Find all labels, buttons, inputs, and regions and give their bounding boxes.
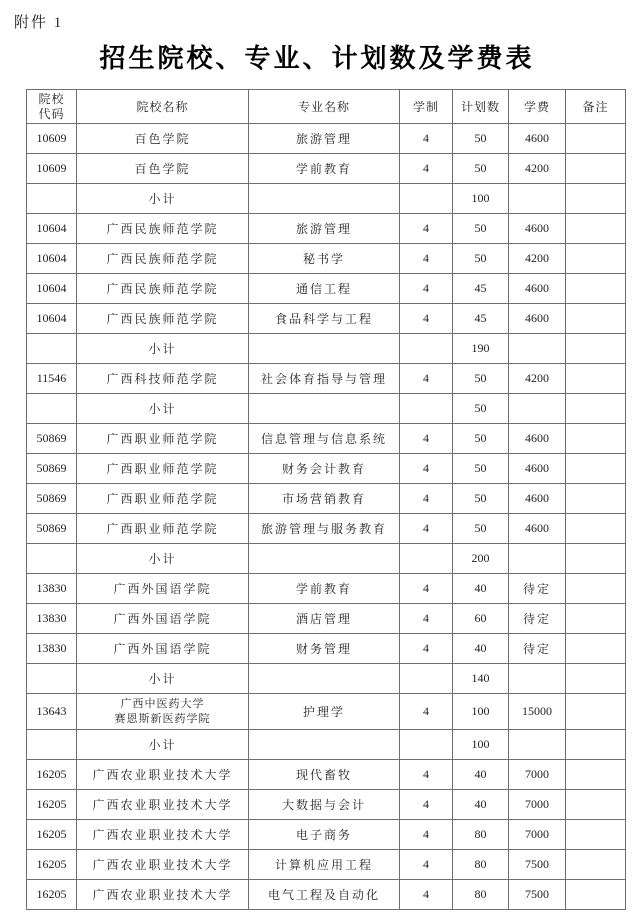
cell-note	[566, 184, 626, 214]
cell-fee: 15000	[509, 694, 566, 730]
column-header-plan: 计划数	[453, 90, 509, 124]
cell-major: 计算机应用工程	[249, 850, 400, 880]
cell-code: 13830	[27, 634, 77, 664]
cell-plan: 80	[453, 850, 509, 880]
table-row	[27, 760, 626, 790]
cell-fee: 4600	[509, 454, 566, 484]
cell-major	[249, 334, 400, 364]
cell-school: 百色学院	[77, 124, 249, 154]
cell-major: 电气工程及自动化	[249, 880, 400, 910]
subtotal-row	[27, 184, 626, 214]
cell-plan: 100	[453, 694, 509, 730]
cell-fee: 4200	[509, 244, 566, 274]
cell-code: 50869	[27, 484, 77, 514]
attachment-label: 附件 1	[14, 15, 64, 31]
column-header-school: 院校名称	[77, 90, 249, 124]
cell-fee: 7000	[509, 760, 566, 790]
cell-major: 信息管理与信息系统	[249, 424, 400, 454]
cell-school: 广西外国语学院	[77, 634, 249, 664]
subtotal-row	[27, 730, 626, 760]
cell-code: 10609	[27, 154, 77, 184]
table-row	[27, 880, 626, 910]
cell-school: 广西中医药大学 赛恩斯新医药学院	[77, 694, 249, 730]
cell-code: 16205	[27, 850, 77, 880]
cell-fee	[509, 730, 566, 760]
cell-major: 财务会计教育	[249, 454, 400, 484]
cell-code: 13830	[27, 604, 77, 634]
cell-major: 电子商务	[249, 820, 400, 850]
cell-major	[249, 730, 400, 760]
cell-fee: 4600	[509, 214, 566, 244]
table-row	[27, 514, 626, 544]
cell-fee: 7000	[509, 820, 566, 850]
cell-fee: 4600	[509, 124, 566, 154]
cell-plan: 50	[453, 124, 509, 154]
cell-plan: 40	[453, 634, 509, 664]
cell-code: 50869	[27, 514, 77, 544]
cell-code: 13643	[27, 694, 77, 730]
cell-major: 学前教育	[249, 574, 400, 604]
cell-years	[400, 730, 453, 760]
cell-major: 护理学	[249, 694, 400, 730]
cell-note	[566, 664, 626, 694]
cell-note	[566, 850, 626, 880]
cell-fee	[509, 184, 566, 214]
cell-note	[566, 694, 626, 730]
column-header-major: 专业名称	[249, 90, 400, 124]
cell-years: 4	[400, 304, 453, 334]
cell-fee: 4600	[509, 304, 566, 334]
cell-note	[566, 820, 626, 850]
cell-note	[566, 730, 626, 760]
cell-major: 旅游管理与服务教育	[249, 514, 400, 544]
cell-plan: 50	[453, 454, 509, 484]
cell-code	[27, 334, 77, 364]
table-body	[27, 124, 626, 910]
cell-years: 4	[400, 154, 453, 184]
cell-code	[27, 184, 77, 214]
cell-years: 4	[400, 790, 453, 820]
table-row	[27, 364, 626, 394]
cell-years: 4	[400, 244, 453, 274]
cell-years: 4	[400, 454, 453, 484]
cell-plan: 80	[453, 880, 509, 910]
cell-code: 16205	[27, 880, 77, 910]
cell-school: 百色学院	[77, 154, 249, 184]
cell-note	[566, 760, 626, 790]
cell-school: 广西职业师范学院	[77, 454, 249, 484]
cell-plan: 80	[453, 820, 509, 850]
cell-plan: 50	[453, 364, 509, 394]
cell-school: 广西农业职业技术大学	[77, 760, 249, 790]
cell-code	[27, 394, 77, 424]
cell-plan: 190	[453, 334, 509, 364]
subtotal-row	[27, 664, 626, 694]
table-row	[27, 424, 626, 454]
cell-subtotal-label: 小计	[77, 664, 249, 694]
cell-school: 广西农业职业技术大学	[77, 880, 249, 910]
cell-major: 秘书学	[249, 244, 400, 274]
cell-years	[400, 544, 453, 574]
cell-code: 16205	[27, 790, 77, 820]
cell-school: 广西民族师范学院	[77, 274, 249, 304]
cell-major	[249, 184, 400, 214]
table-row	[27, 454, 626, 484]
cell-plan: 140	[453, 664, 509, 694]
cell-code: 13830	[27, 574, 77, 604]
cell-major: 大数据与会计	[249, 790, 400, 820]
cell-plan: 200	[453, 544, 509, 574]
cell-code: 10609	[27, 124, 77, 154]
cell-plan: 40	[453, 574, 509, 604]
cell-major	[249, 544, 400, 574]
cell-code: 10604	[27, 214, 77, 244]
subtotal-row	[27, 544, 626, 574]
cell-fee: 4200	[509, 364, 566, 394]
cell-fee	[509, 664, 566, 694]
cell-note	[566, 544, 626, 574]
cell-code: 16205	[27, 820, 77, 850]
cell-years: 4	[400, 574, 453, 604]
cell-years: 4	[400, 364, 453, 394]
cell-school: 广西职业师范学院	[77, 514, 249, 544]
subtotal-row	[27, 394, 626, 424]
enrollment-fee-table	[26, 89, 626, 910]
cell-note	[566, 634, 626, 664]
cell-major: 旅游管理	[249, 124, 400, 154]
cell-major: 财务管理	[249, 634, 400, 664]
cell-note	[566, 214, 626, 244]
cell-major: 社会体育指导与管理	[249, 364, 400, 394]
table-row	[27, 244, 626, 274]
cell-note	[566, 304, 626, 334]
cell-school: 广西民族师范学院	[77, 304, 249, 334]
cell-major: 食品科学与工程	[249, 304, 400, 334]
cell-years: 4	[400, 274, 453, 304]
cell-years	[400, 334, 453, 364]
cell-fee	[509, 394, 566, 424]
cell-major: 酒店管理	[249, 604, 400, 634]
cell-plan: 45	[453, 274, 509, 304]
cell-plan: 100	[453, 730, 509, 760]
cell-school: 广西职业师范学院	[77, 424, 249, 454]
cell-years	[400, 394, 453, 424]
cell-plan: 40	[453, 790, 509, 820]
cell-plan: 50	[453, 484, 509, 514]
cell-major: 旅游管理	[249, 214, 400, 244]
table-header	[27, 90, 626, 124]
cell-code: 11546	[27, 364, 77, 394]
cell-code: 10604	[27, 244, 77, 274]
cell-fee	[509, 334, 566, 364]
cell-code	[27, 664, 77, 694]
cell-years: 4	[400, 850, 453, 880]
cell-school: 广西农业职业技术大学	[77, 820, 249, 850]
cell-years: 4	[400, 124, 453, 154]
cell-plan: 40	[453, 760, 509, 790]
cell-plan: 50	[453, 244, 509, 274]
cell-major: 学前教育	[249, 154, 400, 184]
cell-school: 广西民族师范学院	[77, 244, 249, 274]
cell-school: 广西外国语学院	[77, 604, 249, 634]
cell-school: 广西民族师范学院	[77, 214, 249, 244]
cell-code: 50869	[27, 424, 77, 454]
table-row	[27, 604, 626, 634]
subtotal-row	[27, 334, 626, 364]
cell-major	[249, 664, 400, 694]
cell-fee: 4600	[509, 484, 566, 514]
column-header-code: 院校 代码	[27, 90, 77, 124]
cell-plan: 50	[453, 214, 509, 244]
cell-fee: 4600	[509, 274, 566, 304]
cell-years: 4	[400, 214, 453, 244]
table-row	[27, 304, 626, 334]
cell-subtotal-label: 小计	[77, 730, 249, 760]
cell-years: 4	[400, 634, 453, 664]
cell-code	[27, 730, 77, 760]
cell-years: 4	[400, 604, 453, 634]
cell-note	[566, 244, 626, 274]
cell-note	[566, 274, 626, 304]
cell-subtotal-label: 小计	[77, 394, 249, 424]
cell-code	[27, 544, 77, 574]
column-header-fee: 学费	[509, 90, 566, 124]
cell-code: 10604	[27, 304, 77, 334]
cell-note	[566, 574, 626, 604]
cell-fee	[509, 544, 566, 574]
table-row	[27, 574, 626, 604]
table-row	[27, 820, 626, 850]
cell-fee: 4600	[509, 514, 566, 544]
cell-plan: 50	[453, 514, 509, 544]
cell-note	[566, 604, 626, 634]
cell-school: 广西职业师范学院	[77, 484, 249, 514]
cell-subtotal-label: 小计	[77, 544, 249, 574]
cell-fee: 4200	[509, 154, 566, 184]
cell-code: 16205	[27, 760, 77, 790]
cell-years	[400, 664, 453, 694]
cell-school: 广西农业职业技术大学	[77, 790, 249, 820]
cell-plan: 45	[453, 304, 509, 334]
cell-years: 4	[400, 514, 453, 544]
cell-school: 广西科技师范学院	[77, 364, 249, 394]
table-row	[27, 694, 626, 730]
cell-years: 4	[400, 694, 453, 730]
cell-subtotal-label: 小计	[77, 334, 249, 364]
cell-major: 现代畜牧	[249, 760, 400, 790]
cell-major: 市场营销教育	[249, 484, 400, 514]
cell-major: 通信工程	[249, 274, 400, 304]
table-row	[27, 484, 626, 514]
cell-years: 4	[400, 820, 453, 850]
cell-school: 广西外国语学院	[77, 574, 249, 604]
cell-note	[566, 124, 626, 154]
column-header-years: 学制	[400, 90, 453, 124]
cell-years: 4	[400, 424, 453, 454]
header-row	[27, 90, 626, 124]
cell-plan: 50	[453, 154, 509, 184]
cell-fee: 7000	[509, 790, 566, 820]
cell-note	[566, 394, 626, 424]
cell-note	[566, 364, 626, 394]
cell-note	[566, 454, 626, 484]
cell-note	[566, 484, 626, 514]
cell-years: 4	[400, 484, 453, 514]
cell-fee: 7500	[509, 880, 566, 910]
page-title: 招生院校、专业、计划数及学费表	[99, 43, 535, 73]
cell-code: 10604	[27, 274, 77, 304]
table-row	[27, 274, 626, 304]
cell-subtotal-label: 小计	[77, 184, 249, 214]
cell-years: 4	[400, 880, 453, 910]
cell-school: 广西农业职业技术大学	[77, 850, 249, 880]
cell-note	[566, 880, 626, 910]
cell-note	[566, 790, 626, 820]
table-row	[27, 214, 626, 244]
cell-years	[400, 184, 453, 214]
cell-plan: 60	[453, 604, 509, 634]
cell-note	[566, 334, 626, 364]
cell-plan: 50	[453, 394, 509, 424]
cell-code: 50869	[27, 454, 77, 484]
cell-fee: 待定	[509, 574, 566, 604]
cell-note	[566, 154, 626, 184]
cell-years: 4	[400, 760, 453, 790]
cell-note	[566, 424, 626, 454]
table-row	[27, 154, 626, 184]
cell-plan: 100	[453, 184, 509, 214]
cell-fee: 待定	[509, 634, 566, 664]
table-row	[27, 790, 626, 820]
table-row	[27, 634, 626, 664]
cell-plan: 50	[453, 424, 509, 454]
cell-fee: 4600	[509, 424, 566, 454]
cell-note	[566, 514, 626, 544]
cell-fee: 7500	[509, 850, 566, 880]
table-row	[27, 850, 626, 880]
table-row	[27, 124, 626, 154]
column-header-note: 备注	[566, 90, 626, 124]
cell-fee: 待定	[509, 604, 566, 634]
cell-major	[249, 394, 400, 424]
